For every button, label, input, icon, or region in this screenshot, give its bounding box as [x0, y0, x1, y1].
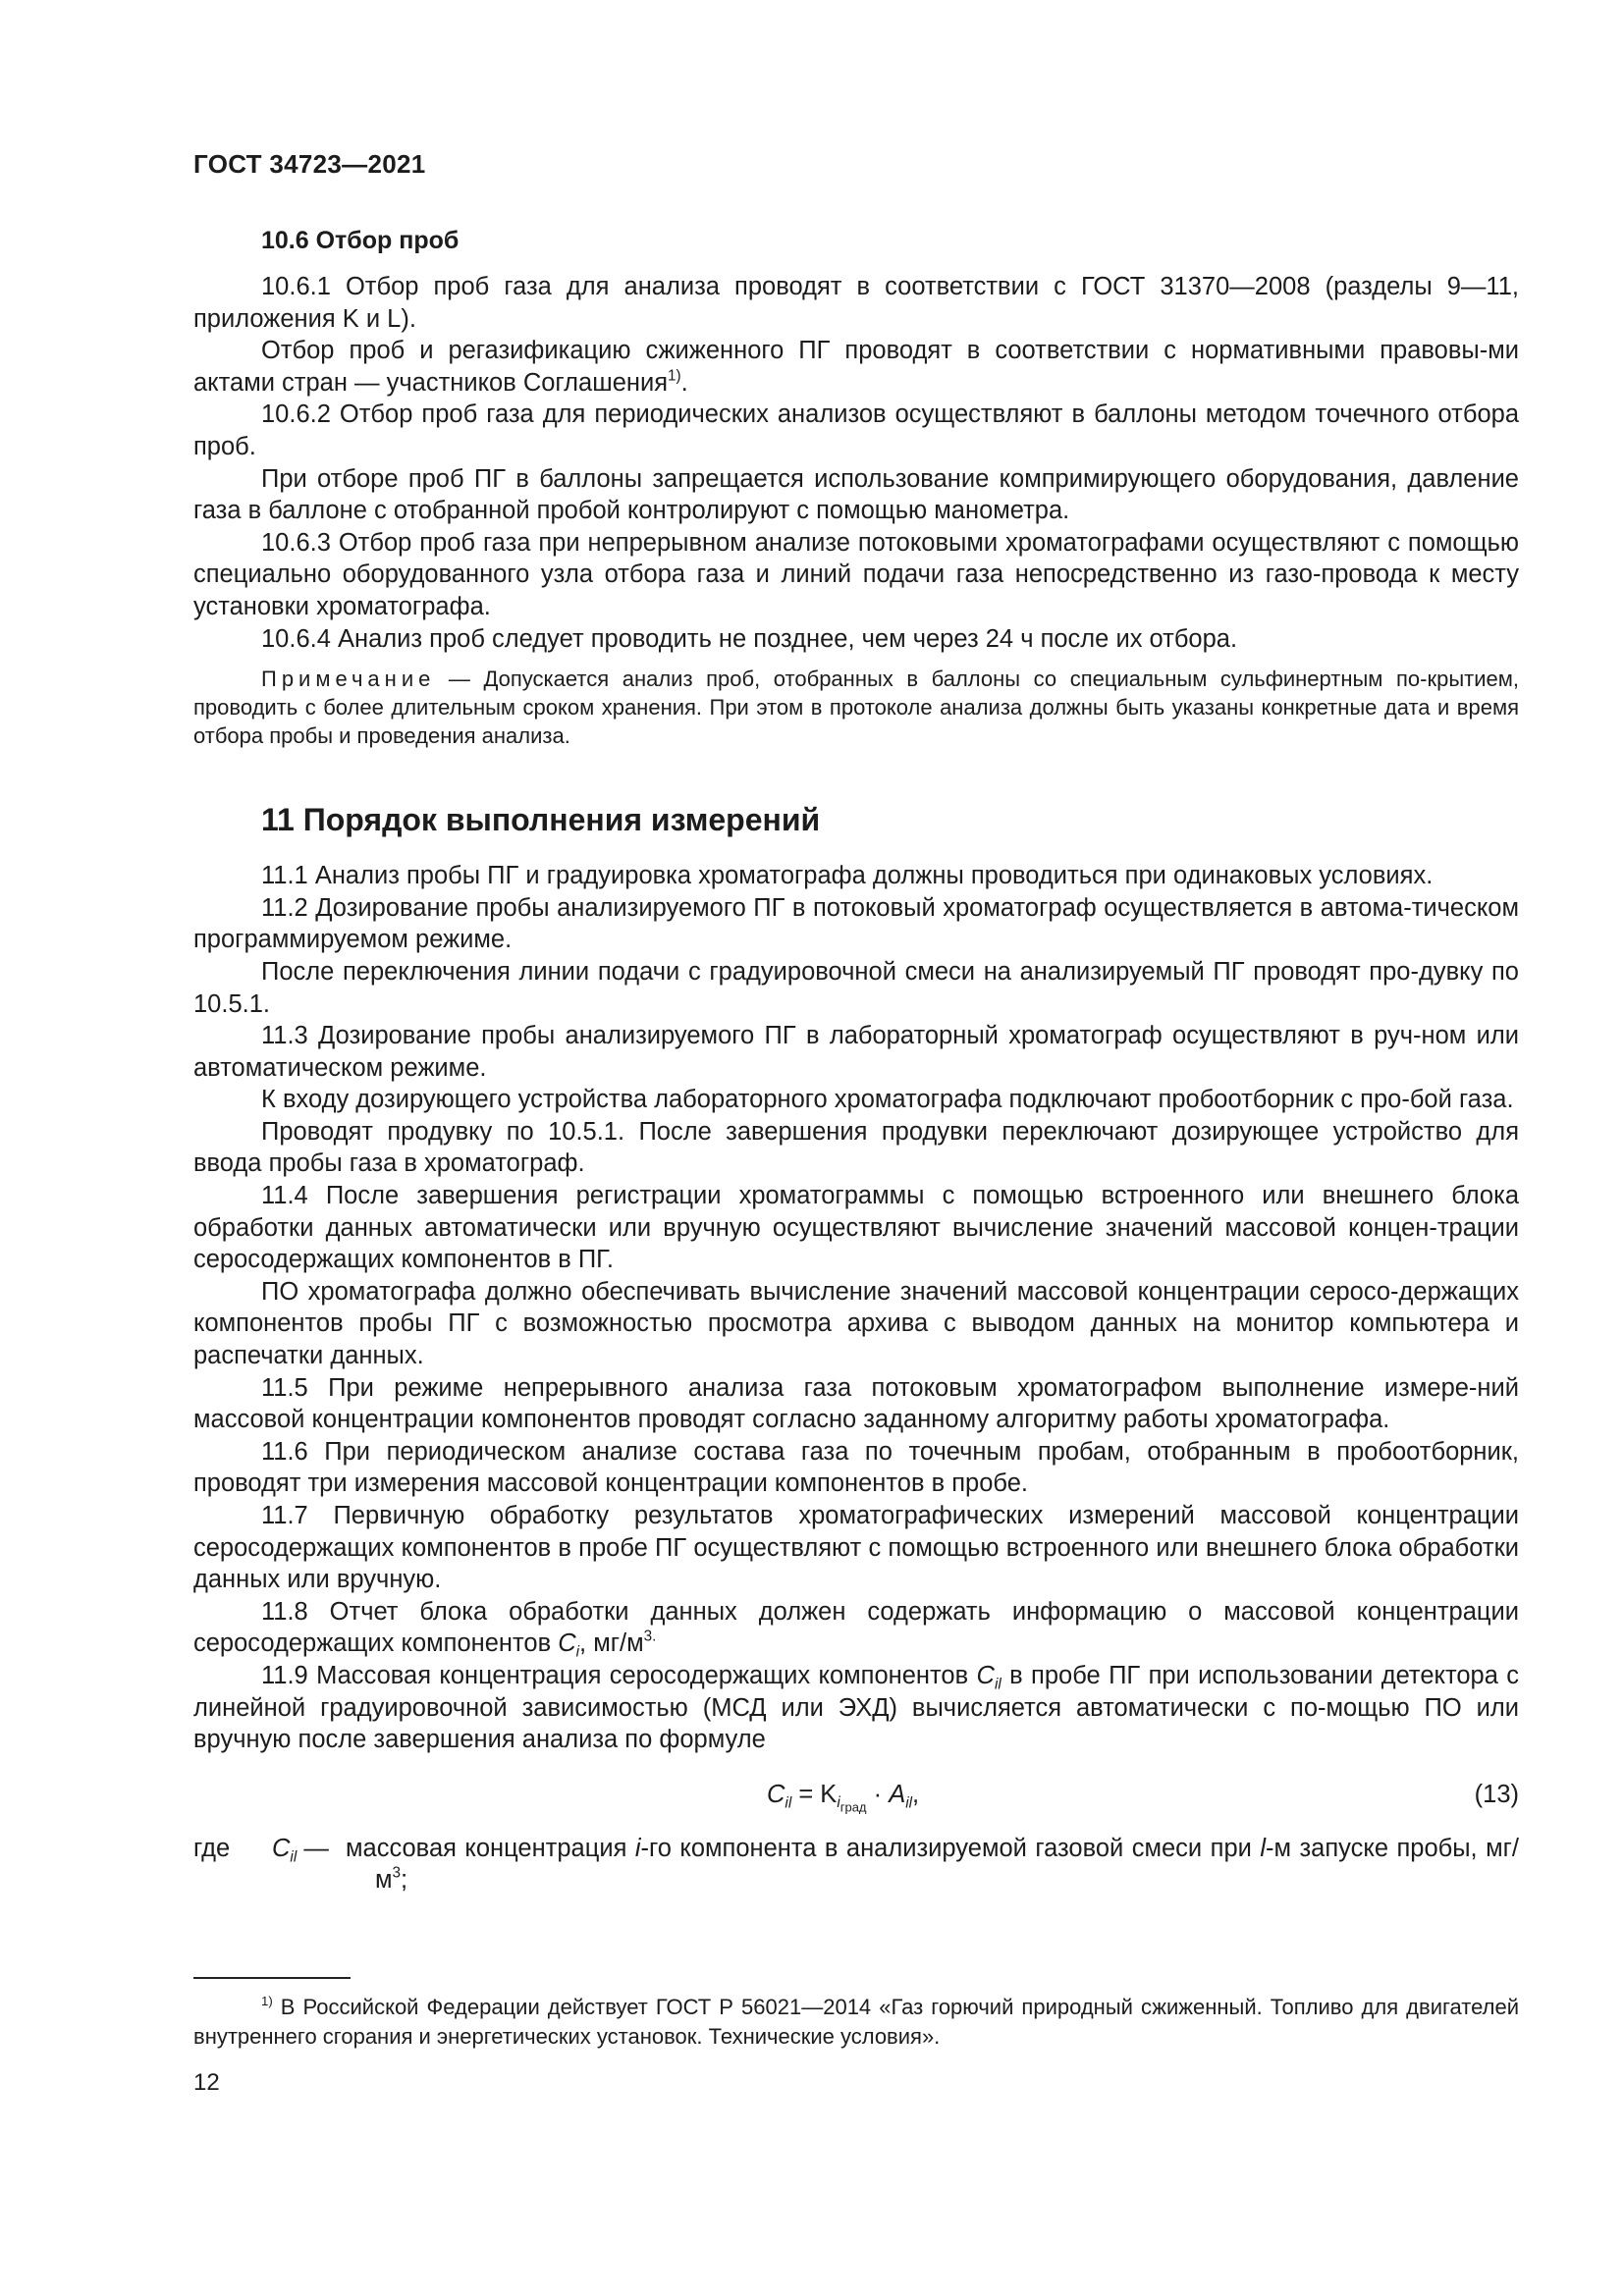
subsection-title-10-6: 10.6 Отбор проб — [261, 227, 460, 254]
paragraph-11-7: 11.7 Первичную обработку результатов хроматографических измерений массовой концентрации серосодержащих компонентов в пробе ПГ осуществляют с помощью встроенного или внешнего блока обработки данных или вручную. — [193, 1502, 1519, 1594]
formula-k-subscript-grad: град — [839, 1799, 867, 1815]
paragraph-10-6-3: 10.6.3 Отбор проб газа при непрерывном анализе потоковыми хроматографами осуществляют с помощью специально оборудованного узла отбора газа и линий подачи газа непосредственно из газо-провода к месту установки хроматографа. — [193, 528, 1519, 620]
paragraph-11-8 — [193, 1596, 1519, 1660]
definition-text-b: -го компонента в анализируемой газовой смеси при — [640, 1834, 1261, 1862]
math-subscript: i — [575, 1643, 580, 1661]
formula-equals: = — [791, 1780, 821, 1808]
paragraph-10-6-2-prohibition: При отборе проб ПГ в баллоны запрещается использование компримирующего оборудования, давление газа в баллоне с отобранной пробой контролируют с помощью манометра. — [193, 464, 1519, 525]
note-label: Примечание — [261, 667, 436, 692]
paragraph-10-6-2: 10.6.2 Отбор проб газа для периодических анализов осуществляют в баллоны методом точечного отбора проб. — [193, 400, 1519, 460]
paragraph-text: 11.8 Отчет блока обработки данных должен содержать информацию о массовой концентрации серосодержащих компонентов — [193, 1597, 1519, 1658]
definition-text-l: l — [1260, 1834, 1266, 1862]
definition-text-c: -м запуске пробы, мг/м — [375, 1834, 1520, 1895]
math-subscript: il — [994, 1676, 1001, 1693]
paragraph-11-9 — [193, 1660, 1519, 1756]
formula-end: , — [912, 1780, 920, 1808]
paragraph-10-6-4: 10.6.4 Анализ проб следует проводить не позднее, чем через 24 ч после их отбора. — [261, 624, 1238, 653]
paragraph-11-6: 11.6 При периодическом анализе состава газа по точечным пробам, отобранным в пробоотборник, проводят три измерения массовой концентрации компонентов в пробе. — [193, 1437, 1519, 1498]
definition-unit-superscript: 3 — [392, 1864, 402, 1882]
definition-dash: — — [297, 1834, 329, 1862]
definition-symbol-letter: C — [272, 1834, 291, 1862]
footnote-text: В Российской Федерации действует ГОСТ Р 56021—2014 «Газ горючий природный сжиженный. Топливо для двигателей внутреннего сгорания и энергетических установок. Технические условия». — [193, 1995, 1519, 2049]
definition-text-a: массовая концентрация — [346, 1834, 635, 1862]
definition-symbol-subscript: il — [290, 1848, 298, 1866]
paragraph-11-3-sampler: К входу дозирующего устройства лабораторного хроматографа подключают пробоотборник с про-бой газа. — [261, 1086, 1514, 1114]
footnote-reference[interactable]: 1) — [668, 367, 681, 385]
formula-dot: · — [866, 1780, 890, 1808]
paragraph-11-5: 11.5 При режиме непрерывного анализа газа потоковым хроматографом выполнение измере-ний массовой концентрации компонентов проводят согласно заданному алгоритму работы хроматографа. — [193, 1373, 1519, 1434]
paragraph-text: Отбор проб и регазификацию сжиженного ПГ проводят в соответствии с нормативными правовы-ми актами стран — участников Соглашения — [193, 337, 1519, 397]
unit-superscript: 3. — [643, 1628, 657, 1645]
note-text: — Допускается анализ проб, отобранных в баллоны со специальным сульфинертным по-крытием, проводить с более длительным сроком хранения. При этом в протоколе анализа должны быть указаны конкретные дата и время отбора пробы и проведения анализа. — [193, 667, 1519, 749]
paragraph-11-4-software: ПО хроматографа должно обеспечивать вычисление значений массовой концентрации серосо-держащих компонентов пробы ПГ с возможностью просмотра архива с выводом данных на монитор компьютера и распечатки данных. — [193, 1277, 1519, 1370]
formula-lhs-symbol: C — [767, 1780, 785, 1808]
formula-k-subscript-i: i — [837, 1794, 840, 1812]
paragraph-10-6-1: 10.6.1 Отбор проб газа для анализа проводят в соответствии с ГОСТ 31370—2008 (разделы 9—11, приложения K и L). — [193, 273, 1519, 333]
page-header: ГОСТ 34723—2021 — [193, 149, 426, 179]
formula-13 — [193, 1770, 1519, 1819]
paragraph-11-3-purge: Проводят продувку по 10.5.1. После завершения продувки переключают дозирующее устройство для ввода пробы газа в хроматограф. — [193, 1117, 1519, 1178]
formula-definition — [193, 1833, 1519, 1896]
definition-text-end: ; — [401, 1866, 408, 1895]
formula-lhs-subscript: il — [785, 1794, 792, 1812]
definition-text — [346, 1833, 1519, 1896]
paragraph-11-3: 11.3 Дозирование пробы анализируемого ПГ в лабораторный хроматограф осуществляют в руч-ном или автоматическом режиме. — [193, 1022, 1519, 1082]
footnote-mark: 1) — [261, 1993, 273, 2008]
definition-symbol — [272, 1833, 329, 1865]
paragraph-11-2: 11.2 Дозирование пробы анализируемого ПГ в потоковый хроматограф осуществляется в автома-тическом программируемом режиме. — [193, 893, 1519, 954]
page-body — [193, 224, 1519, 1896]
paragraph-11-1: 11.1 Анализ пробы ПГ и градуировка хроматографа должны проводиться при одинаковых условиях. — [261, 862, 1434, 890]
section-title-11: 11 Порядок выполнения измерений — [261, 802, 821, 838]
paragraph-text-cont: в пробе ПГ при использовании детектора с линейной градуировочной зависимостью (МСД или ЭХД) вычисляется автоматически с по-мощью ПО или вручную после завершения анализа по формуле — [193, 1661, 1520, 1754]
math-symbol: C — [558, 1629, 576, 1658]
definition-where: где — [193, 1834, 231, 1862]
paragraph-11-2-purge: После переключения линии подачи с градуировочной смеси на анализируемый ПГ проводят про-дувку по 10.5.1. — [193, 957, 1519, 1018]
unit-text: , мг/м — [579, 1629, 644, 1658]
footnote-divider — [193, 1977, 351, 1979]
math-symbol: C — [976, 1661, 995, 1689]
footnote — [193, 1993, 1519, 2052]
note — [193, 665, 1519, 750]
definition-text-i: i — [634, 1834, 641, 1862]
formula-number: (13) — [1474, 1780, 1519, 1808]
page-number: 12 — [193, 2069, 220, 2096]
paragraph-10-6-1-regasification — [193, 335, 1519, 399]
formula-k-symbol: K — [820, 1780, 838, 1808]
formula-a-symbol: A — [889, 1780, 906, 1808]
paragraph-text: 11.9 Массовая концентрация серосодержащих компонентов — [261, 1661, 977, 1689]
formula-expression — [767, 1770, 919, 1819]
paragraph-11-4: 11.4 После завершения регистрации хроматограммы с помощью встроенного или внешнего блока обработки данных автоматически или вручную осуществляют вычисление значений массовой концен-трации серосодержащих компонентов в ПГ. — [193, 1182, 1519, 1274]
paragraph-end: . — [680, 368, 688, 397]
formula-a-subscript: il — [905, 1794, 913, 1812]
